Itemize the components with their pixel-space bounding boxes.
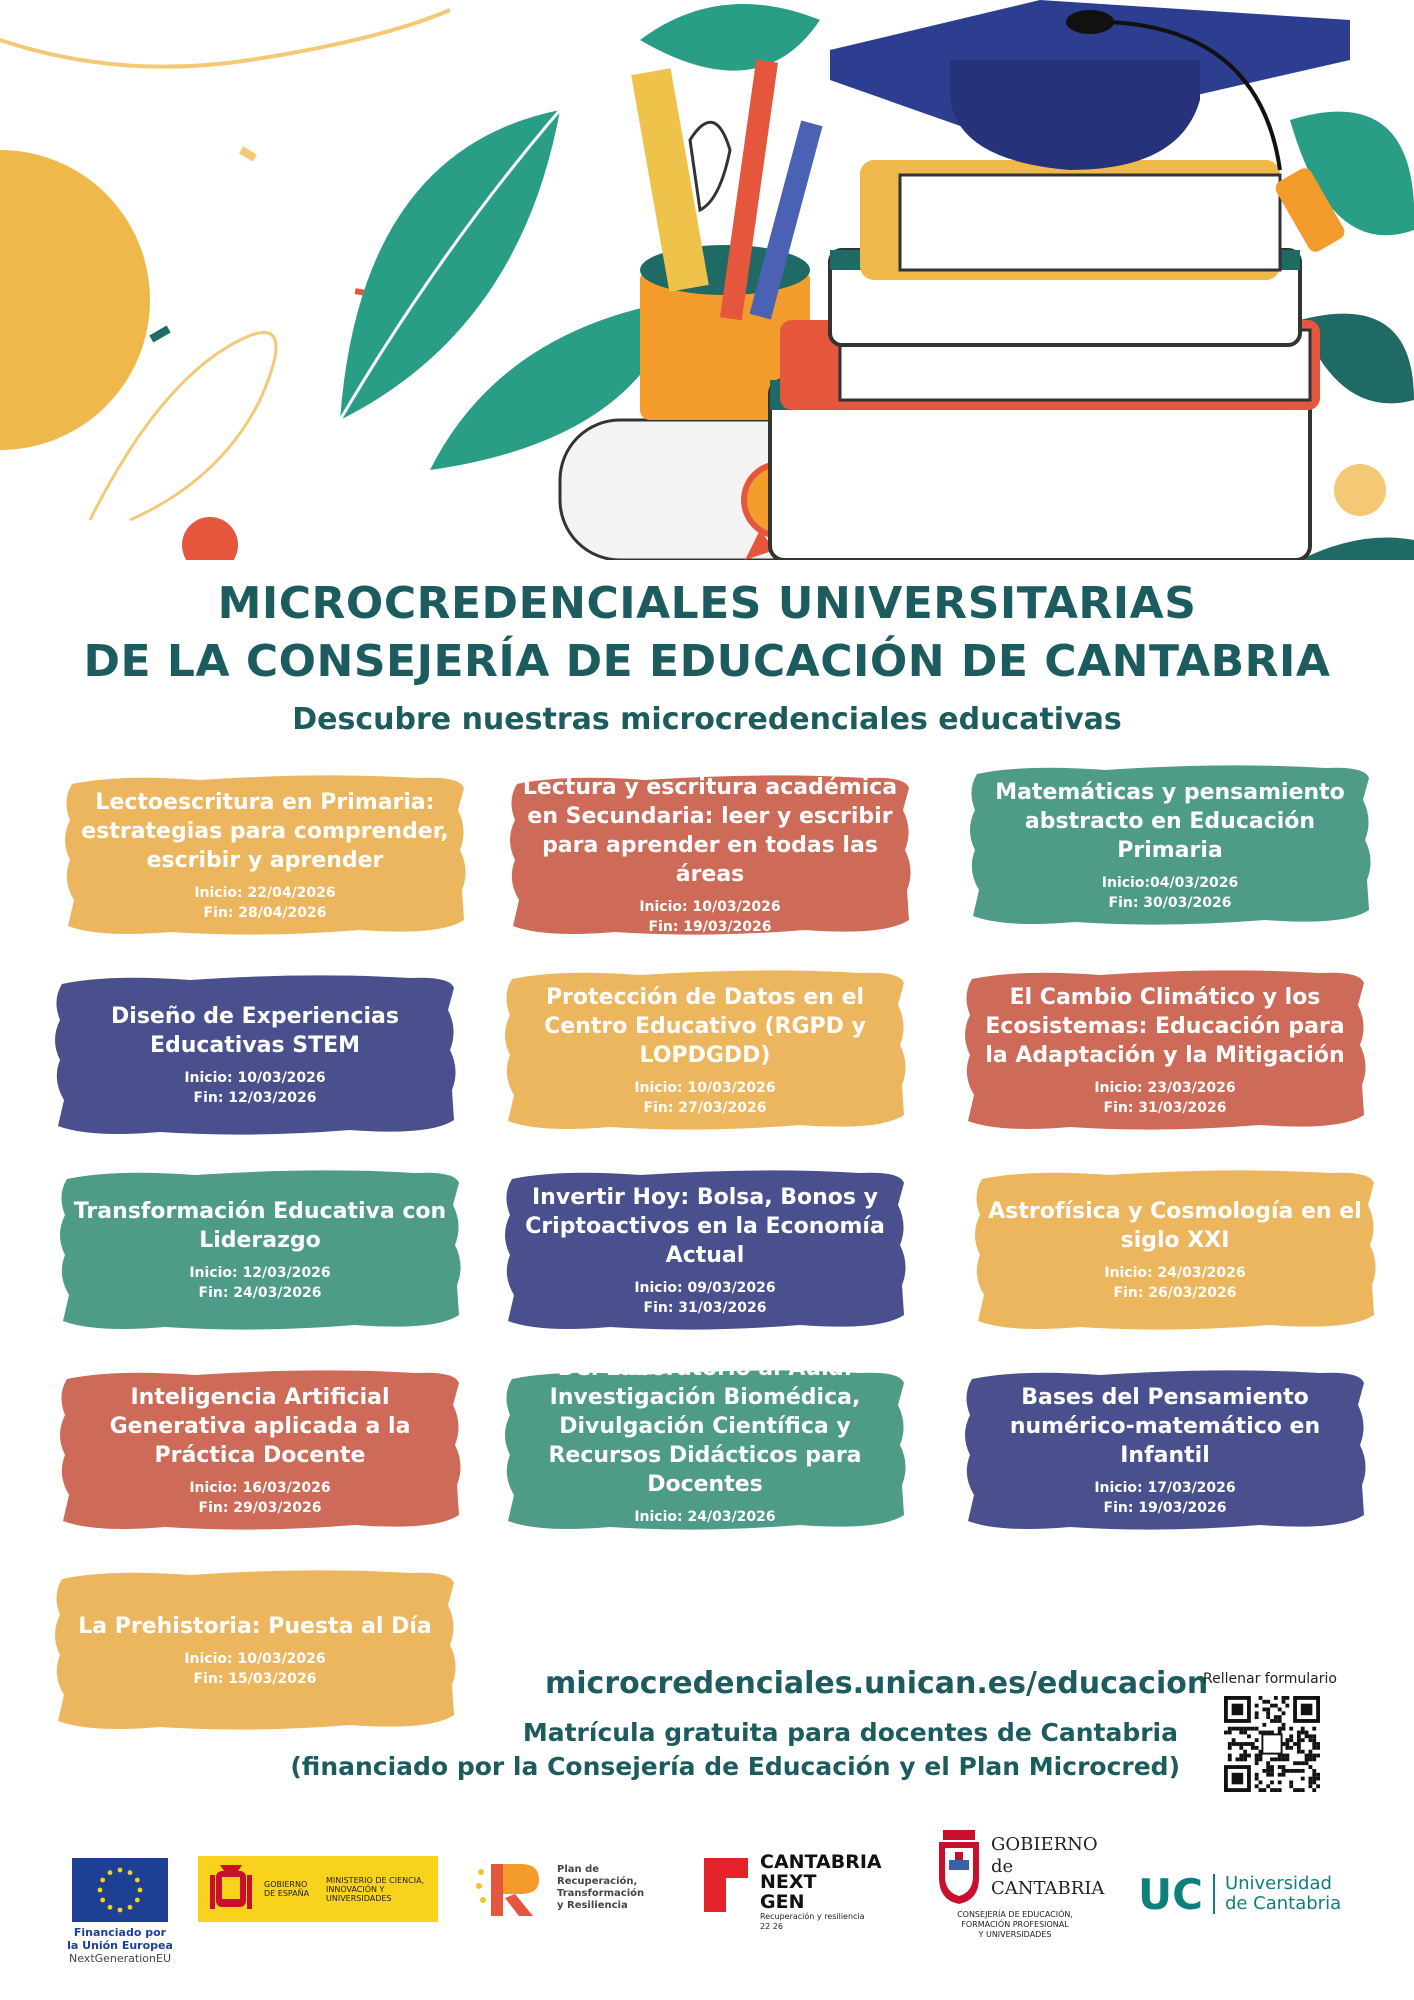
course-card[interactable] xyxy=(505,770,915,940)
course-start-date: Inicio: 10/03/2026 xyxy=(639,899,781,915)
course-start-date: Inicio: 16/03/2026 xyxy=(189,1479,331,1496)
course-end-date: Fin: 19/03/2026 xyxy=(1103,1499,1227,1516)
page-title-line1: MICROCREDENCIALES UNIVERSITARIAS xyxy=(217,578,1197,629)
course-end-date: Fin: 28/04/2026 xyxy=(203,904,327,921)
cantabria-years: 22 26 xyxy=(760,1922,783,1931)
hero-illustration xyxy=(0,0,1414,560)
cantabria-text-line2: NEXT xyxy=(760,1871,817,1893)
course-title: Lectura y escritura académica en Secundaria: leer y escribir para aprender en todas las áreas xyxy=(522,775,898,887)
course-title: Diseño de Experiencias Educativas STEM xyxy=(111,1004,399,1058)
eu-text-line2: la Unión Europea xyxy=(67,1939,173,1952)
gob-cant-text-line2: de xyxy=(991,1856,1014,1877)
consejeria-text-line1: CONSEJERÍA DE EDUCACIÓN, xyxy=(957,1910,1073,1919)
course-end-date: Fin: 30/03/2026 xyxy=(1108,894,1232,911)
uc-text-line2: de Cantabria xyxy=(1224,1893,1342,1914)
eu-text-line1: Financiado por xyxy=(73,1926,167,1939)
course-card[interactable] xyxy=(60,770,470,940)
course-title: Del Laboratorio al Aula: Investigación Biomédica, Divulgación Científica y Recursos Didácticos para Docentes xyxy=(548,1355,862,1497)
coat-of-arms-icon xyxy=(208,1861,254,1917)
qr-code-icon[interactable] xyxy=(1224,1696,1320,1792)
plan-text-line3: Transformación xyxy=(557,1888,645,1899)
course-title: Protección de Datos en el Centro Educativo (RGPD y LOPDGDD) xyxy=(544,984,866,1068)
course-title: Matemáticas y pensamiento abstracto en Educación Primaria xyxy=(995,779,1345,863)
plan-r-icon xyxy=(475,1856,549,1920)
cantabria-text-line3: GEN xyxy=(760,1891,805,1913)
ministerio-text: MINISTERIO DE CIENCIA, INNOVACIÓN Y UNIVERSIDADES xyxy=(326,1875,425,1903)
course-card[interactable] xyxy=(965,760,1375,930)
cantabria-next-gen-logo xyxy=(700,1852,900,1942)
course-start-date: Inicio:04/03/2026 xyxy=(1101,874,1239,891)
course-start-date: Inicio: 24/03/2026 xyxy=(634,1508,776,1525)
course-end-date: Fin: 15/03/2026 xyxy=(193,1670,317,1687)
course-start-date: Inicio: 23/03/2026 xyxy=(1094,1079,1236,1096)
course-start-date: Inicio: 10/03/2026 xyxy=(184,1650,326,1667)
course-end-date: Fin: 31/03/2026 xyxy=(1103,1099,1227,1116)
course-card[interactable] xyxy=(50,1565,460,1735)
course-end-date: Fin: 27/03/2026 xyxy=(643,1528,767,1545)
uc-mark: UC xyxy=(1138,1869,1203,1919)
gob-cant-text-line1: GOBIERNO xyxy=(991,1834,1098,1855)
course-end-date: Fin: 29/03/2026 xyxy=(198,1499,322,1516)
gobierno-espana-logo xyxy=(198,1856,438,1922)
plan-recuperacion-logo xyxy=(475,1852,675,1924)
enrollment-text-line1: Matrícula gratuita para docentes de Cantabria xyxy=(522,1718,1178,1747)
eu-logo xyxy=(55,1858,185,1965)
plan-text-line4: y Resiliencia xyxy=(557,1900,628,1911)
page-subtitle: Descubre nuestras microcredenciales educativas xyxy=(292,702,1122,737)
gob-cant-text-line3: CANTABRIA xyxy=(991,1878,1105,1899)
course-title: Astrofísica y Cosmología en el siglo XXI xyxy=(988,1199,1362,1253)
plan-text-line2: Recuperación, xyxy=(557,1876,638,1887)
course-title: Invertir Hoy: Bolsa, Bonos y Criptoactivos en la Economía Actual xyxy=(525,1184,885,1268)
course-end-date: Fin: 24/03/2026 xyxy=(198,1285,322,1301)
course-start-date: Inicio: 10/03/2026 xyxy=(184,1070,326,1086)
course-title: Transformación Educativa con Liderazgo xyxy=(73,1199,447,1253)
qr-label: Rellenar formulario xyxy=(1203,1671,1337,1687)
course-start-date: Inicio: 09/03/2026 xyxy=(634,1279,776,1296)
course-card[interactable] xyxy=(970,1165,1380,1335)
course-card[interactable] xyxy=(960,1365,1370,1535)
cantabria-text-line1: CANTABRIA xyxy=(760,1851,882,1873)
course-start-date: Inicio: 10/03/2026 xyxy=(634,1079,776,1096)
cantabria-shield-icon xyxy=(935,1830,983,1904)
course-card[interactable] xyxy=(50,970,460,1140)
course-start-date: Inicio: 12/03/2026 xyxy=(189,1265,331,1281)
cantabria-subtext: Recuperación y resiliencia xyxy=(760,1912,865,1921)
universidad-cantabria-logo xyxy=(1138,1864,1378,1924)
course-end-date: Fin: 12/03/2026 xyxy=(193,1090,317,1106)
course-title: Lectoescritura en Primaria: estrategias para comprender, escribir y aprender xyxy=(81,789,449,873)
course-start-date: Inicio: 17/03/2026 xyxy=(1094,1479,1236,1496)
consejeria-text-line3: Y UNIVERSIDADES xyxy=(978,1930,1052,1939)
course-end-date: Fin: 26/03/2026 xyxy=(1113,1285,1237,1301)
course-end-date: Fin: 31/03/2026 xyxy=(643,1299,767,1316)
course-title: Inteligencia Artificial Generativa aplicada a la Práctica Docente xyxy=(109,1384,411,1468)
course-card[interactable] xyxy=(500,1165,910,1335)
course-card[interactable] xyxy=(500,965,910,1135)
course-card[interactable] xyxy=(55,1165,465,1335)
course-card[interactable] xyxy=(500,1355,910,1545)
page-title-line2: DE LA CONSEJERÍA DE EDUCACIÓN DE CANTABRIA xyxy=(83,636,1331,687)
gobierno-espana-text: GOBIERNO DE ESPAÑA xyxy=(264,1880,310,1898)
course-title: El Cambio Climático y los Ecosistemas: Educación para la Adaptación y la Mitigación xyxy=(985,984,1345,1068)
plan-text-line1: Plan de xyxy=(557,1864,600,1875)
cantabria-arrow-icon xyxy=(700,1852,752,1916)
eu-flag-icon xyxy=(72,1858,168,1922)
uc-text-line1: Universidad xyxy=(1224,1873,1332,1894)
course-card[interactable] xyxy=(960,965,1370,1135)
course-start-date: Inicio: 22/04/2026 xyxy=(194,884,336,901)
enrollment-text-line2: (financiado por la Consejería de Educación y el Plan Microcred) xyxy=(290,1752,1180,1781)
eu-text-line3: NextGenerationEU xyxy=(69,1952,171,1965)
website-link[interactable]: microcredenciales.unican.es/educacion xyxy=(545,1666,1209,1701)
consejeria-text-line2: FORMACIÓN PROFESIONAL xyxy=(961,1920,1069,1929)
course-title: La Prehistoria: Puesta al Día xyxy=(78,1613,432,1639)
course-card[interactable] xyxy=(55,1365,465,1535)
course-end-date: Fin: 19/03/2026 xyxy=(648,919,772,935)
course-title: Bases del Pensamiento numérico-matemático en Infantil xyxy=(1009,1384,1321,1468)
gobierno-cantabria-logo xyxy=(935,1830,1135,1960)
course-start-date: Inicio: 24/03/2026 xyxy=(1104,1265,1246,1281)
course-end-date: Fin: 27/03/2026 xyxy=(643,1099,767,1116)
